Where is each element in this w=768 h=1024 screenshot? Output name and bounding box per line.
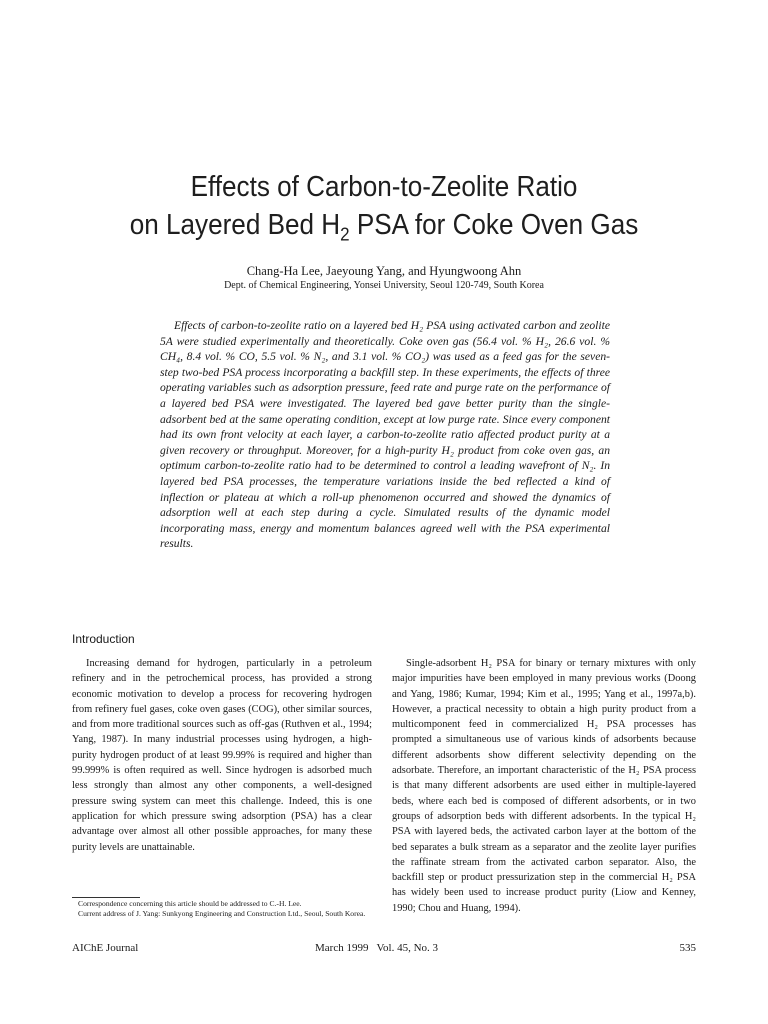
authors: Chang-Ha Lee, Jaeyoung Yang, and Hyungwoong Ahn bbox=[246, 264, 522, 278]
footnote-address: Current address of J. Yang: Sunkyong Engineering and Construction Ltd., Seoul, South Korea. bbox=[78, 909, 366, 918]
footer-journal: AIChE Journal bbox=[72, 942, 139, 954]
footnote-correspondence: Correspondence concerning this article should be addressed to C.-H. Lee. bbox=[78, 899, 302, 908]
paper-title bbox=[38, 168, 729, 244]
title-subscript: 2 bbox=[340, 223, 350, 245]
footnote-rule bbox=[72, 897, 140, 898]
title-line-2-end: PSA for Coke Oven Gas bbox=[349, 209, 639, 241]
footer-issue: March 1999 Vol. 45, No. 3 bbox=[315, 942, 439, 954]
intro-paragraph-left: Increasing demand for hydrogen, particularly in a petroleum refinery and in the petrochemical process, has provided a strong economic motivation to develop a process for recovering hydrogen from refinery fuel gases, coke oven gases (COG), other similar sources, and from more traditional sources such as off-gas (Ruthven et al., 1994; Yang, 1987). In many industrial processes using hydrogen, a high-purity hydrogen product of at least 99.99% is required and higher than 99.999% is often required as well. Since hydrogen is adsorbed much less strongly than almost any other components, a well-designed pressure swing system can meet this challenge. Indeed, this is one application for which pressure swing adsorption (PSA) has a clear advantage over almost all other possible approaches, for many these purity levels are unattainable. bbox=[72, 658, 372, 853]
section-heading-introduction: Introduction bbox=[72, 632, 135, 646]
title-line-2-start: on Layered Bed H bbox=[129, 209, 341, 241]
footer-page-number: 535 bbox=[679, 942, 696, 954]
title-line-1: Effects of Carbon-to-Zeolite Ratio bbox=[190, 171, 578, 203]
title-line-2 bbox=[38, 206, 729, 244]
affiliation: Dept. of Chemical Engineering, Yonsei University, Seoul 120-749, South Korea bbox=[224, 280, 544, 291]
intro-paragraph-right: Single-adsorbent H₂ PSA for binary or ternary mixtures with only major impurities have been employed in many previous works (Doong and Yang, 1986; Kumar, 1994; Kim et al., 1995; Yang et al., 1997a,b). However, a practical necessity to obtain a high purity product from a multicomponent feed in commercialized H₂ PSA processes has prompted a simultaneous use of various kinds of adsorbents because different adsorbents show different selectivity depending on the adsorbate. Therefore, an important characteristic of the H₂ PSA process is that many different adsorbents are used either in multiple-layered beds, where each bed is composed of different adsorbents, or in two groups of adsorption beds with different adsorbents. In the typical H₂ PSA with layered beds, the activated carbon layer at the bottom of the bed separates a bulk stream as a separator and the zeolite layer purifies the raffinate stream from the activated carbon separator. Also, the backfill step or product pressurization step in the commercial H₂ PSA has widely been used to increase product purity (Liow and Kenney, 1990; Chou and Huang, 1994). bbox=[392, 658, 696, 914]
abstract: Effects of carbon-to-zeolite ratio on a layered bed H₂ PSA using activated carbon and zeolite 5A were studied experimentally and theoretically. Coke oven gas (56.4 vol. % H₂, 26.6 vol. % CH₄, 8.4 vol. % CO, 5.5 vol. % N₂, and 3.1 vol. % CO₂) was used as a feed gas for the seven-step two-bed PSA process incorporating a backfill step. In these experiments, the effects of three operating variables such as adsorption pressure, feed rate and purge rate on the performance of a layered bed PSA were investigated. The layered bed gave better purity than the single-adsorbent bed at the same operating condition, except at low purge rate. Since every component had its own front velocity at each layer, a carbon-to-zeolite ratio affected product purity at a given recovery or throughput. Moreover, for a high-purity H₂ product from coke oven gas, an optimum carbon-to-zeolite ratio had to be determined to control a leading wavefront of N₂. In layered bed PSA processes, the temperature variations inside the bed reflected a kind of inflection or plateau at which a roll-up phenomenon occurred and showed the dynamics of adsorption well at each step during a cycle. Simulated results of the dynamic model incorporating mass, energy and momentum balances agreed well with the PSA experimental results. bbox=[160, 319, 610, 551]
